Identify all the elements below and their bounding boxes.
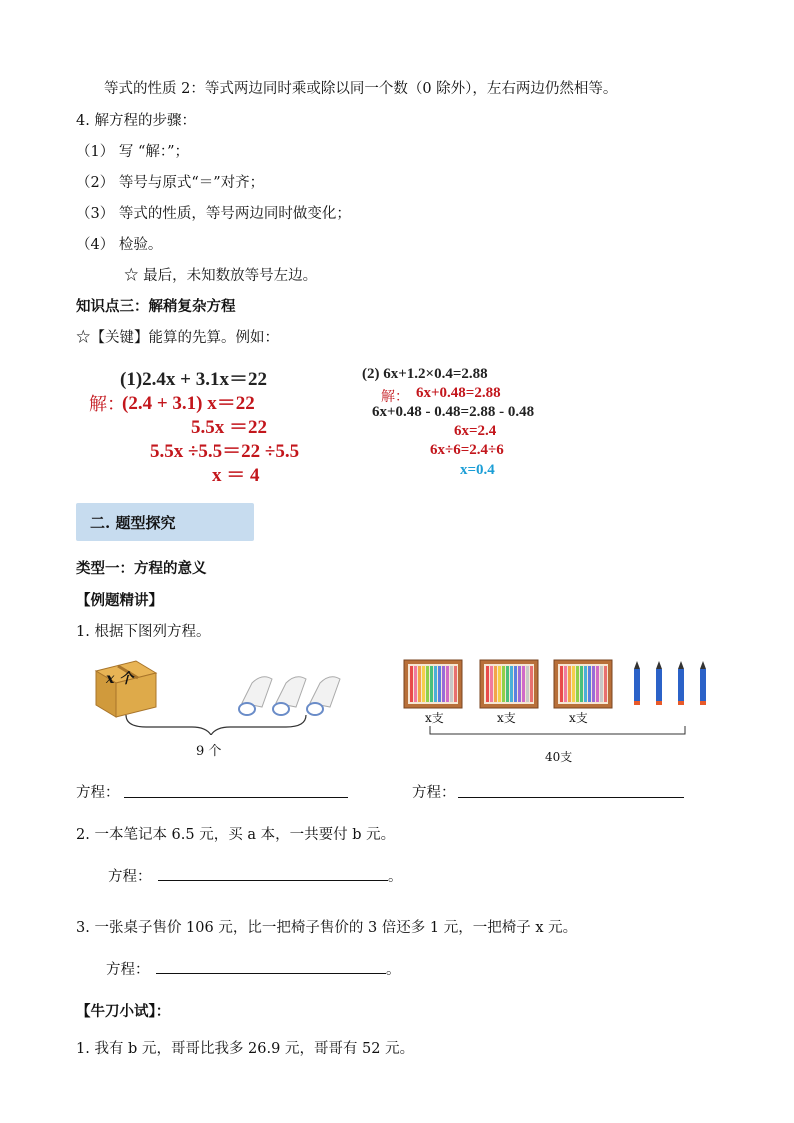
pencil-icon: [678, 661, 684, 705]
nine-label: 9 个: [196, 744, 222, 759]
box-shuttlecock-figure: [88, 655, 348, 735]
equation-label-right: 方程：: [412, 785, 456, 801]
brace-icon: [126, 715, 306, 735]
shuttlecock-icon: [273, 677, 306, 715]
shuttlecock-icon: [307, 677, 340, 715]
practice-question-1: 1. 我有 b 元，哥哥比我多 26.9 元，哥哥有 52 元。: [76, 1041, 415, 1057]
q2-period: 。: [388, 869, 403, 885]
question-2: 2. 一本笔记本 6.5 元，买 a 本，一共要付 b 元。: [76, 827, 396, 843]
pencil-box-icon: [404, 660, 462, 708]
lecture-heading: 【例题精讲】: [76, 592, 163, 609]
question-3: 3. 一张桌子售价 106 元，比一把椅子售价的 3 倍还多 1 元，一把椅子 x 元。: [76, 920, 578, 936]
brace-icon: [430, 726, 685, 734]
example2-line6: x=0.4: [460, 462, 495, 478]
example2-line2: 6x+0.48=2.88: [416, 385, 501, 401]
forty-label: 40支: [545, 750, 573, 764]
section-2-header: [76, 503, 254, 541]
example2-solve-prefix: 解：: [381, 389, 409, 405]
pencil-box-icon: [480, 660, 538, 708]
step-4: （4） 检验。: [76, 237, 163, 253]
example2-line5: 6x÷6=2.4÷6: [430, 442, 504, 458]
example2-line4: 6x=2.4: [454, 423, 497, 439]
q3-equation-label: 方程：: [106, 962, 150, 978]
box-label: x 个: [106, 671, 134, 687]
knowledge-3-key: ☆【关键】能算的先算。例如：: [76, 330, 279, 346]
section-2-title: 二. 题型探究: [90, 514, 176, 532]
q2-answer-line[interactable]: [158, 880, 388, 881]
x-label-3: x支: [569, 711, 588, 725]
equation-label-left: 方程：: [76, 785, 120, 801]
shuttlecock-icon: [239, 677, 272, 715]
pencil-figure: [402, 658, 712, 738]
x-label-1: x支: [425, 711, 444, 725]
example1-line2: (2.4 + 3.1) x＝22: [122, 393, 255, 414]
property-2-text: 等式的性质 2：等式两边同时乘或除以同一个数（0 除外），左右两边仍然相等。: [104, 81, 618, 97]
pencil-box-icon: [554, 660, 612, 708]
type-1-title: 类型一：方程的意义: [76, 560, 207, 577]
answer-line-right[interactable]: [458, 797, 684, 798]
example1-line4: 5.5x ÷5.5＝22 ÷5.5: [150, 441, 300, 462]
example1-line1: (1)2.4x + 3.1x＝22: [120, 369, 267, 390]
example1-solve-prefix: 解：: [89, 394, 125, 415]
knowledge-3-title: 知识点三：解稍复杂方程: [76, 298, 236, 315]
step-1: （1） 写 “解：”；: [76, 144, 190, 160]
step-2: （2） 等号与原式“＝”对齐；: [76, 175, 265, 191]
pencil-icon: [656, 661, 662, 705]
example2-line3: 6x+0.48 - 0.48=2.88 - 0.48: [372, 404, 535, 420]
example2-line1: (2) 6x+1.2×0.4=2.88: [362, 366, 488, 382]
q3-answer-line[interactable]: [156, 973, 386, 974]
question-1: 1. 根据下图列方程。: [76, 624, 211, 640]
q3-period: 。: [386, 962, 401, 978]
steps-heading: 4. 解方程的步骤：: [76, 113, 196, 129]
pencil-icon: [634, 661, 640, 705]
q2-equation-label: 方程：: [108, 869, 152, 885]
pencil-icon: [700, 661, 706, 705]
tip-text: ☆ 最后，未知数放等号左边。: [124, 268, 318, 284]
example1-line5: x ＝ 4: [212, 465, 260, 486]
x-label-2: x支: [497, 711, 516, 725]
practice-title: 【牛刀小试】：: [76, 1003, 171, 1020]
step-3: （3） 等式的性质，等号两边同时做变化；: [76, 206, 351, 222]
example1-line3: 5.5x ＝22: [191, 417, 268, 438]
answer-line-left[interactable]: [124, 797, 348, 798]
